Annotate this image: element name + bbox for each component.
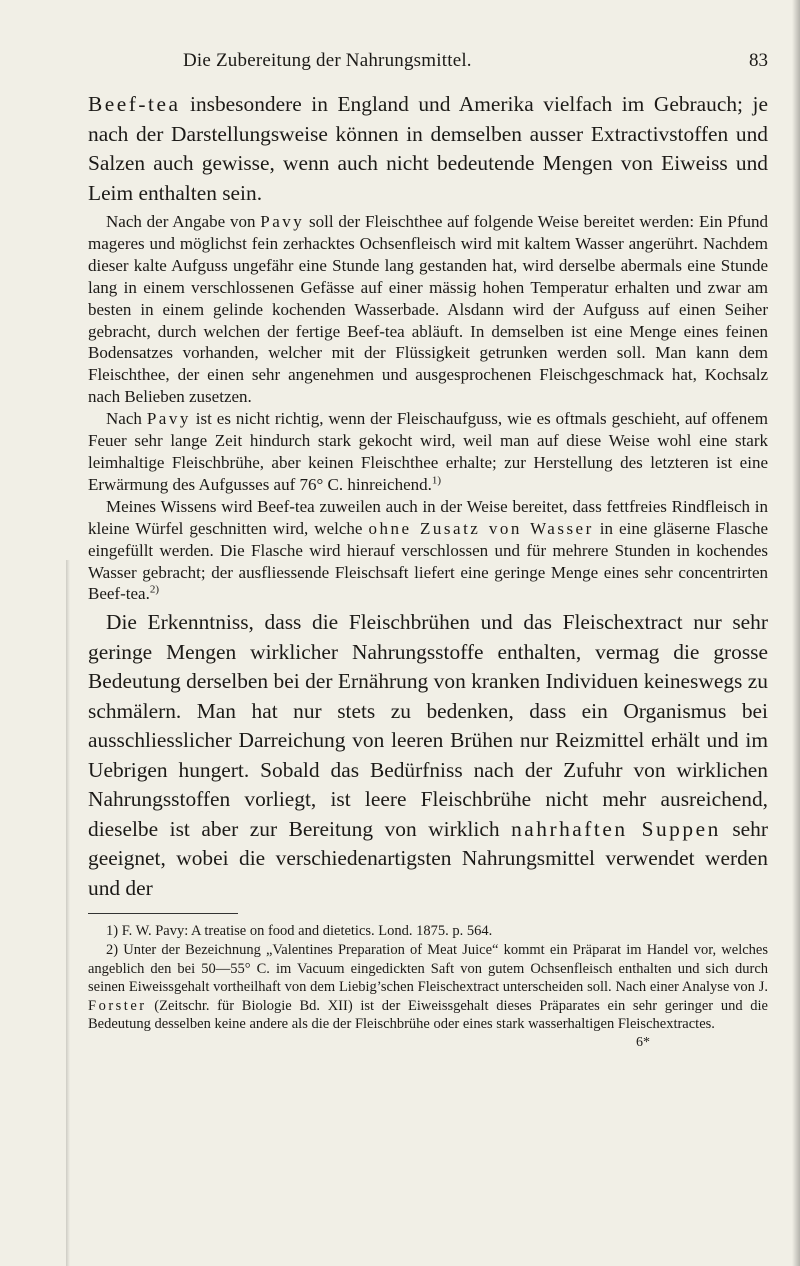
- footnote-text: 2) Unter der Bezeichnung „Valentines Preparation of Meat Juice“ kommt ein Präparat im Handel vor, welches angeblich den bei 50—55° C. im Vacuum eingedickten Saft von gutem Ochsenfleisch enthalten und sich durch seinen Eiweissgehalt vortheilhaft von dem Liebig’schen Fleischextract unterscheiden soll. Nach einer Analyse von J.: [88, 941, 768, 996]
- page-body: [88, 90, 768, 1052]
- author-name: Forster: [88, 997, 147, 1014]
- footnote-2: [88, 941, 768, 1034]
- paragraph-text: insbesondere in England und Amerika vielfach im Gebrauch; je nach der Darstellungsweise können in demselben ausser Extractivstoffen und Salzen auch gewisse, wenn auch nicht bedeutende Mengen von Eiweiss und Leim enthalten sein.: [88, 92, 768, 205]
- paragraph-text: ist es nicht richtig, wenn der Fleischaufguss, wie es oftmals geschieht, auf offenem Feuer sehr lange Zeit hindurch stark gekocht wird, weil man auf diese Weise wohl eine stark leimhaltige Fleischbrühe, aber keinen Fleischthee erhalte; zur Herstellung des letzteren ist eine Erwärmung des Aufgusses auf 76° C. hinreichend.: [88, 409, 768, 494]
- paragraph-beef-tea: [88, 90, 768, 208]
- paragraph-pavy-critique: [88, 408, 768, 496]
- page-edge-shadow: [792, 0, 800, 1266]
- signature-mark: 6*: [636, 1034, 650, 1050]
- footnote-ref: 2): [149, 583, 159, 596]
- footnote-divider: [88, 913, 238, 914]
- author-name: Pavy: [146, 409, 191, 429]
- emphasis: nahrhaften Suppen: [511, 816, 721, 841]
- paragraph-pavy-recipe: [88, 211, 768, 408]
- paragraph-text: Die Erkenntniss, dass die Fleischbrühen und das Fleischextract nur sehr geringe Mengen wirklicher Nahrungsstoffe enthalten, vermag die grosse Bedeutung derselben bei der Ernährung von kranken Individuen keineswegs zu schmälern. Man hat nur stets zu bedenken, dass ein Organismus bei ausschliesslicher Darreichung von leeren Brühen nur Reizmittel erhält und im Uebrigen hungert. Sobald das Bedürfniss nach der Zufuhr von wirklichen Nahrungsstoffen vorliegt, ist leere Fleischbrühe nicht mehr ausreichend, dieselbe ist aber zur Bereitung von wirklich: [88, 610, 768, 841]
- footnotes: [88, 922, 768, 1052]
- term-beef-tea: Beef-tea: [88, 92, 181, 116]
- page-header: [88, 50, 768, 80]
- author-name: Pavy: [260, 212, 305, 231]
- footnote-1: 1) F. W. Pavy: A treatise on food and dietetics. Lond. 1875. p. 564.: [106, 923, 493, 940]
- paragraph-text: soll der Fleischthee auf folgende Weise bereitet werden: Ein Pfund mageres und möglichst fein zerhacktes Ochsenfleisch wird mit kaltem Wasser angerührt. Nachdem dieser kalte Aufguss ungefähr eine Stunde lang gestanden hat, wird derselbe abermals eine Stunde lang in einem verschlossenen Gefässe auf einer mässig hohen Temperatur erhalten und zwar am besten in einem gelinde kochenden Wasserbade. Alsdann wird der Aufguss auf einen Seiher gebracht, durch welchen der fertige Beef-tea abläuft. In demselben ist eine Menge eines feinen Bodensatzes vorhanden, welcher mit der Flüssigkeit getrunken werden soll. Man kann dem Fleischthee, der einen sehr angenehmen und ausgesprochenen Fleischgeschmack hat, Kochsalz nach Belieben zusetzen.: [88, 212, 768, 407]
- paragraph-conclusion: [88, 608, 768, 903]
- page-number: 83: [749, 50, 768, 71]
- footnote-text: (Zeitschr. für Biologie Bd. XII) ist der Eiweissgehalt dieses Präparates ein sehr geringer und die Bedeutung desselben keine andere als die der Fleischbrühe oder eines stark wasserhaltigen Fleischextractes.: [88, 997, 768, 1033]
- paragraph-alternate-method: [88, 496, 768, 606]
- paragraph-text: sehr geeignet, wobei die verschiedenartigsten Nahrungsmittel verwendet werden und der: [88, 816, 768, 900]
- binding-shadow: [66, 560, 70, 1266]
- paragraph-text: in eine gläserne Flasche eingefüllt werden. Die Flasche wird hierauf verschlossen und für mehrere Stunden in kochendes Wasser gebracht; der ausfliessende Fleischsaft liefert eine geringe Menge eines sehr concentrirten Beef-tea.: [88, 518, 768, 604]
- paragraph-text: Nach der Angabe von: [106, 212, 261, 231]
- emphasis: ohne Zusatz von Wasser: [368, 518, 594, 538]
- paragraph-text: Meines Wissens wird Beef-tea zuweilen auch in der Weise bereitet, dass fettfreies Rindfleisch in kleine Würfel geschnitten wird, welche: [88, 496, 768, 538]
- footnote-ref: 1): [431, 474, 442, 487]
- running-title: Die Zubereitung der Nahrungsmittel.: [183, 50, 472, 71]
- paragraph-text: Nach: [106, 409, 147, 429]
